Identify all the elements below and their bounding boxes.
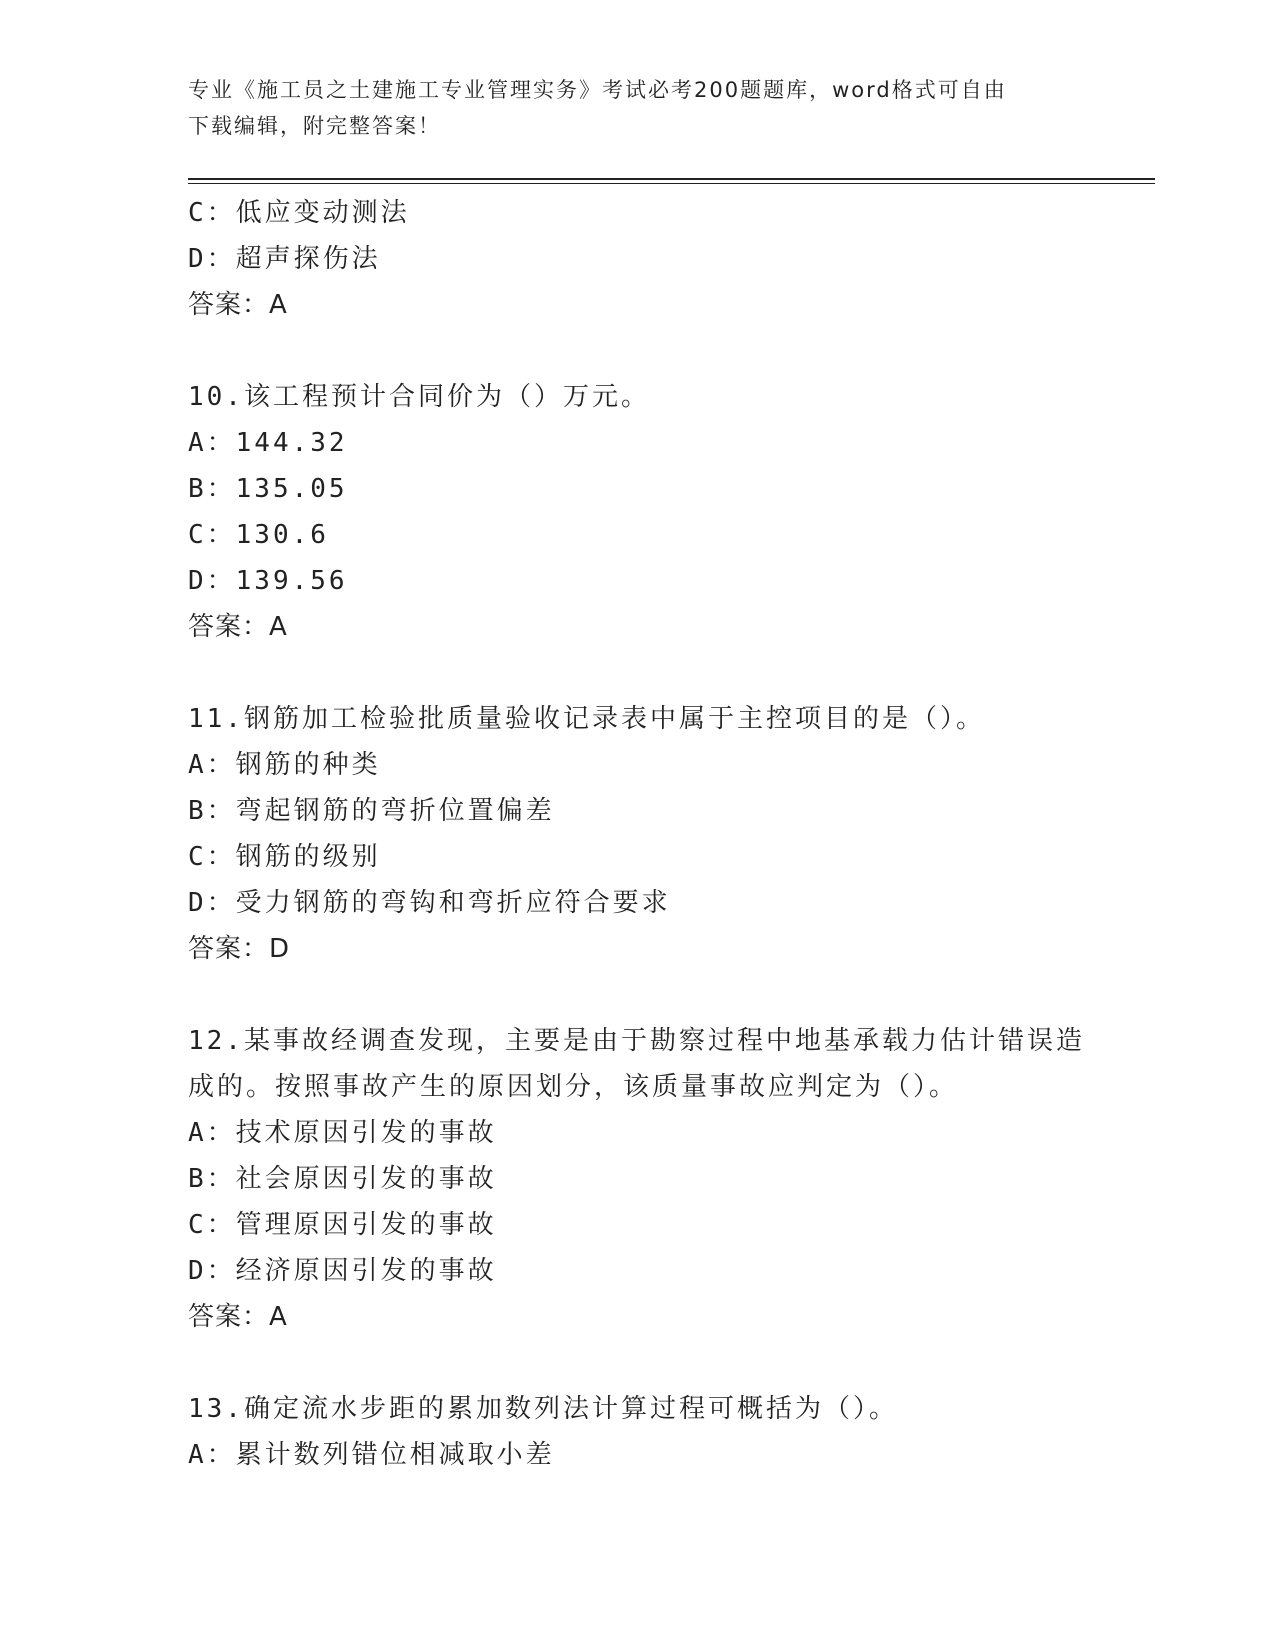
header-line-1: 专业《施工员之土建施工专业管理实务》考试必考200题题库，word格式可自由 [188, 78, 1007, 102]
option-c: C：管理原因引发的事故 [188, 1210, 497, 1240]
question-12-text-line-2: 成的。按照事故产生的原因划分，该质量事故应判定为（）。 [188, 1072, 959, 1102]
spacer [188, 972, 1088, 1018]
question-10-text: 10.该工程预计合同价为（）万元。 [188, 382, 650, 412]
header-line-2: 下载编辑，附完整答案！ [188, 114, 441, 138]
option-a: A：144.32 [188, 428, 348, 458]
header-rule-thin [188, 183, 1155, 184]
option-c: C：130.6 [188, 520, 329, 550]
option-b: B：社会原因引发的事故 [188, 1164, 497, 1194]
answer-line: 答案：D [188, 934, 291, 964]
option-a: A：钢筋的种类 [188, 750, 381, 780]
question-12-text-line-1: 12.某事故经调查发现，主要是由于勘察过程中地基承载力估计错误造 [188, 1026, 1085, 1056]
answer-line: 答案：A [188, 1302, 288, 1332]
option-a: A：技术原因引发的事故 [188, 1118, 497, 1148]
option-c: C：钢筋的级别 [188, 842, 381, 872]
answer-line: 答案：A [188, 290, 288, 320]
spacer [188, 1340, 1088, 1386]
answer-line: 答案：A [188, 612, 288, 642]
option-d: D：受力钢筋的弯钩和弯折应符合要求 [188, 888, 671, 918]
document-header [188, 72, 1088, 144]
spacer [188, 650, 1088, 696]
option-d: D：139.56 [188, 566, 348, 596]
option-b: B：弯起钢筋的弯折位置偏差 [188, 796, 555, 826]
spacer [188, 328, 1088, 374]
option-a: A：累计数列错位相减取小差 [188, 1440, 555, 1470]
question-13-text: 13.确定流水步距的累加数列法计算过程可概括为（）。 [188, 1394, 898, 1424]
option-b: B：135.05 [188, 474, 348, 504]
header-rule-thick [188, 178, 1155, 180]
option-c: C：低应变动测法 [188, 198, 410, 228]
option-d: D：经济原因引发的事故 [188, 1256, 497, 1286]
question-content [188, 190, 1088, 1478]
option-d: D：超声探伤法 [188, 244, 381, 274]
question-11-text: 11.钢筋加工检验批质量验收记录表中属于主控项目的是（）。 [188, 704, 985, 734]
